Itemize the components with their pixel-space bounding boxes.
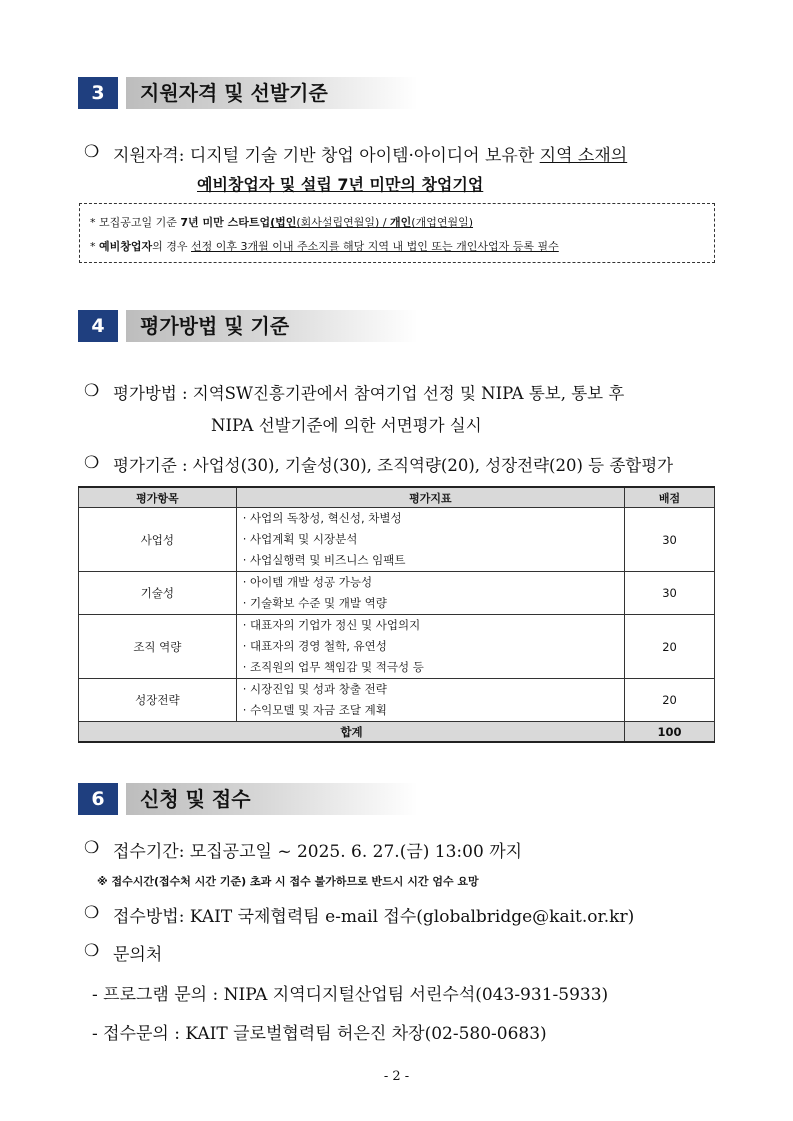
table-row <box>79 572 715 615</box>
section-number: 4 <box>78 310 118 342</box>
total-score: 100 <box>625 722 715 743</box>
indicator: · 대표자의 경영 철학, 유연성 <box>242 639 387 653</box>
indicator: · 사업의 독창성, 혁신성, 차별성 <box>242 511 402 525</box>
contact-application: - 접수문의 : KAIT 글로벌협력팀 허은진 차장(02-580-0683) <box>92 1024 547 1044</box>
row-item: 성장전략 <box>79 679 237 722</box>
eligibility-underlined: 지역 소재의 <box>539 146 628 166</box>
note-underlined: (법인 <box>270 216 297 229</box>
bullet-icon: ❍ <box>84 903 100 923</box>
row-indicators <box>236 679 624 722</box>
indicator: · 조직원의 업무 책임감 및 적극성 등 <box>242 660 424 674</box>
row-score: 20 <box>625 679 715 722</box>
section-number: 3 <box>78 77 118 109</box>
eligibility-note-box <box>79 203 715 263</box>
note-underlined: (개업연월일) <box>411 216 474 229</box>
row-indicators <box>236 572 624 615</box>
bullet-icon: ❍ <box>84 142 100 162</box>
note-line-2 <box>90 238 559 254</box>
eligibility-text: 지원자격: 디지털 기술 기반 창업 아이템·아이디어 보유한 <box>113 146 540 166</box>
bullet-icon: ❍ <box>84 838 100 858</box>
table-header-row <box>79 487 715 508</box>
note-bold: 예비창업자 <box>99 240 153 253</box>
indicator: · 사업실행력 및 비즈니스 임팩트 <box>242 553 406 567</box>
section-3-header <box>78 77 418 109</box>
bullet-icon: ❍ <box>84 381 100 401</box>
indicator: · 아이템 개발 성공 가능성 <box>242 575 373 589</box>
row-score: 30 <box>625 572 715 615</box>
row-indicators <box>236 615 624 679</box>
contact-program: - 프로그램 문의 : NIPA 지역디지털산업팀 서린수석(043-931-5933) <box>92 985 609 1005</box>
table-row <box>79 679 715 722</box>
note-underlined: (회사설립연월일) / <box>296 216 391 229</box>
section-title: 평가방법 및 기준 <box>140 314 290 338</box>
criteria-line: 평가기준 : 사업성(30), 기술성(30), 조직역량(20), 성장전략(20) 등 종합평가 <box>113 456 674 475</box>
period-note: ※ 접수시간(접수처 시간 기준) 초과 시 접수 불가하므로 반드시 시간 엄수 요망 <box>97 875 479 888</box>
note-bold: 개인 <box>390 216 412 229</box>
header-item: 평가항목 <box>79 487 237 508</box>
header-indicator: 평가지표 <box>236 487 624 508</box>
indicator: · 시장진입 및 성과 창출 전략 <box>242 682 387 696</box>
indicator: · 수익모델 및 자금 조달 계획 <box>242 703 387 717</box>
header-score: 배점 <box>625 487 715 508</box>
note-bold: 7년 미만 스타트업 <box>180 216 271 229</box>
page-number: - 2 - <box>383 1069 410 1084</box>
table-total-row <box>79 722 715 743</box>
row-score: 20 <box>625 615 715 679</box>
total-label: 합계 <box>79 722 625 743</box>
eligibility-target: 예비창업자 및 설립 7년 미만의 창업기업 <box>197 175 484 194</box>
table-row <box>79 508 715 572</box>
section-6-header <box>78 783 418 815</box>
table-row <box>79 615 715 679</box>
note-line-1 <box>90 214 473 230</box>
section-number: 6 <box>78 783 118 815</box>
bullet-icon: ❍ <box>84 453 100 473</box>
indicator: · 대표자의 기업가 정신 및 사업의지 <box>242 618 421 632</box>
row-item: 사업성 <box>79 508 237 572</box>
row-item: 기술성 <box>79 572 237 615</box>
indicator: · 사업계획 및 시장분석 <box>242 532 358 546</box>
bullet-icon: ❍ <box>84 941 100 961</box>
application-period: 접수기간: 모집공고일 ~ 2025. 6. 27.(금) 13:00 까지 <box>113 842 523 862</box>
note-text: 의 경우 <box>152 240 192 253</box>
inquiry-label: 문의처 <box>113 945 163 965</box>
section-4-header <box>78 310 418 342</box>
note-underlined: 선정 이후 3개월 이내 주소지를 해당 지역 내 법인 또는 개인사업자 등록 필수 <box>191 240 559 253</box>
method-line-2: NIPA 선발기준에 의한 서면평가 실시 <box>211 416 482 435</box>
section-title: 지원자격 및 선발기준 <box>140 81 328 105</box>
indicator: · 기술확보 수준 및 개발 역량 <box>242 596 387 610</box>
row-item: 조직 역량 <box>79 615 237 679</box>
section-title: 신청 및 접수 <box>140 787 251 811</box>
note-text: * <box>90 240 99 253</box>
row-score: 30 <box>625 508 715 572</box>
eligibility-line <box>113 141 627 166</box>
application-method: 접수방법: KAIT 국제협력팀 e-mail 접수(globalbridge@kait.or.kr) <box>113 907 635 927</box>
method-line-1: 평가방법 : 지역SW진흥기관에서 참여기업 선정 및 NIPA 통보, 통보 후 <box>113 384 625 403</box>
evaluation-table <box>78 486 715 743</box>
note-text: * 모집공고일 기준 <box>90 216 181 229</box>
row-indicators <box>236 508 624 572</box>
